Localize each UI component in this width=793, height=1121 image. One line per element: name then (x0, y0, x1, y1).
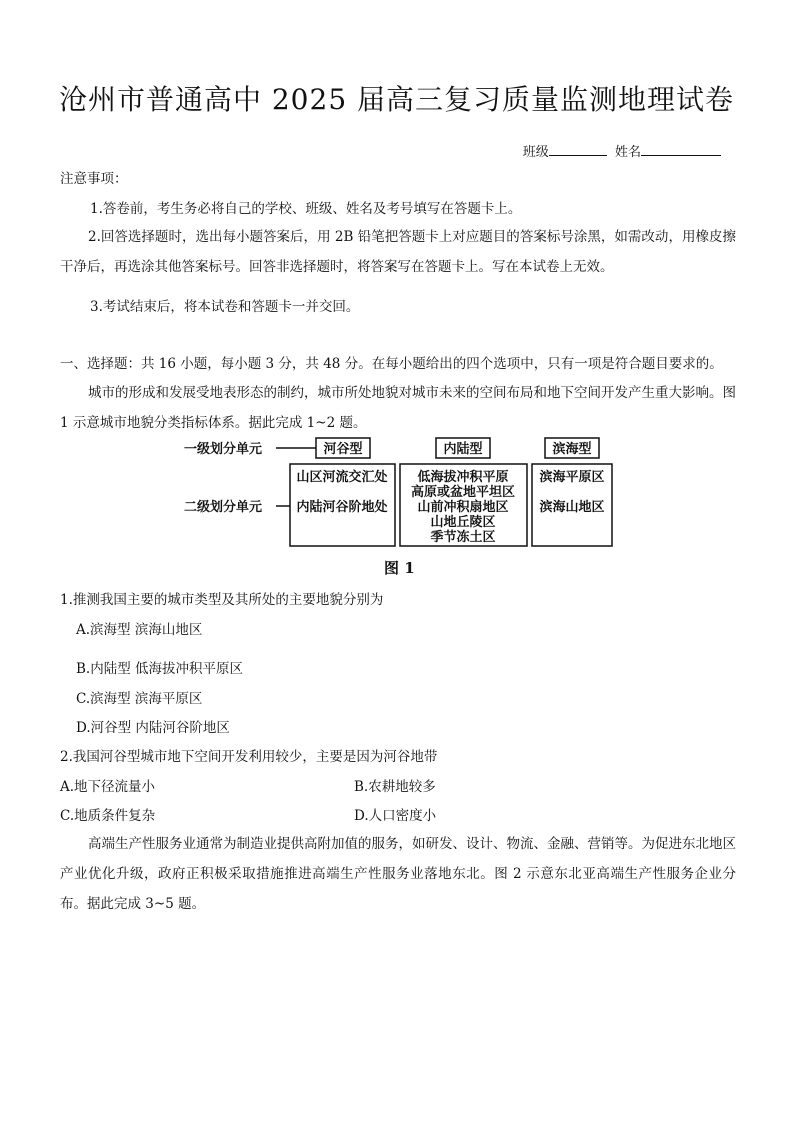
figure-1-diagram (180, 436, 620, 554)
q2-option-d[interactable]: D.人口密度小 (354, 808, 437, 824)
q2-option-a[interactable]: A.地下径流量小 (60, 779, 156, 795)
level1-label: 一级划分单元 (184, 442, 263, 457)
subtype-inland-1: 低海拔冲积平原 (417, 470, 509, 485)
type-valley: 河谷型 (323, 442, 363, 457)
notice-item-3: 3.考试结束后，将本试卷和答题卡一并交回。 (90, 299, 360, 315)
subtype-inland-3: 山前冲积扇地区 (417, 500, 509, 515)
class-name-line (523, 141, 721, 160)
class-label: 班级 (522, 145, 549, 160)
type-inland: 内陆型 (443, 442, 483, 457)
subtype-valley-2: 内陆河谷阶地处 (296, 500, 388, 515)
q2-option-c[interactable]: C.地质条件复杂 (60, 808, 156, 824)
q2-option-b[interactable]: B.农耕地较多 (354, 779, 436, 795)
notice-item-2: 2.回答选择题时，选出每小题答案后，用 2B 铅笔把答题卡上对应题目的答案标号涂黑，如需改动，用橡皮擦干净后，再选涂其他答案标号。回答非选择题时，将答案写在答题卡上。写在本试卷上无效。 (60, 229, 736, 275)
class-blank[interactable] (549, 143, 607, 156)
type-coastal: 滨海型 (552, 442, 592, 457)
q2-stem: 2.我国河谷型城市地下空间开发利用较少，主要是因为河谷地带 (60, 749, 438, 765)
name-label: 姓名 (614, 145, 641, 160)
name-blank[interactable] (641, 143, 721, 156)
passage-2: 高端生产性服务业通常为制造业提供高附加值的服务，如研发、设计、物流、金融、营销等。为促进东北地区产业优化升级，政府正积极采取措施推进高端生产性服务业落地东北。图 2 示意东北亚高端生产性服务企业分布。据此完成 3~5 题。 (60, 836, 736, 912)
section1-heading: 一、选择题：共 16 小题，每小题 3 分，共 48 分。在每小题给出的四个选项中，只有一项是符合题目要求的。 (60, 356, 723, 372)
q1-option-c[interactable]: C.滨海型 滨海平原区 (76, 691, 203, 707)
q1-option-b[interactable]: B.内陆型 低海拔冲积平原区 (76, 661, 244, 677)
q1-stem: 1.推测我国主要的城市类型及其所处的主要地貌分别为 (60, 592, 384, 608)
level2-label: 二级划分单元 (184, 500, 263, 515)
subtype-inland-2: 高原或盆地平坦区 (410, 485, 516, 500)
subtype-coastal-1: 滨海平原区 (539, 470, 605, 485)
figure-1-caption: 图 1 (384, 559, 415, 577)
q1-option-a[interactable]: A.滨海型 滨海山地区 (76, 622, 203, 638)
page-title: 沧州市普通高中 2025 届高三复习质量监测地理试卷 (58, 83, 735, 116)
subtype-inland-5: 季节冻土区 (430, 530, 496, 545)
subtype-valley-1: 山区河流交汇处 (296, 470, 388, 485)
notice-item-1: 1.答卷前，考生务必将自己的学校、班级、姓名及考号填写在答题卡上。 (90, 201, 522, 217)
section1-intro: 城市的形成和发展受地表形态的制约，城市所处地貌对城市未来的空间布局和地下空间开发产生重大影响。图 1 示意城市地貌分类指标体系。据此完成 1~2 题。 (60, 385, 736, 431)
subtype-inland-4: 山地丘陵区 (430, 515, 496, 530)
notice-heading: 注意事项： (60, 171, 128, 187)
subtype-coastal-2: 滨海山地区 (539, 500, 605, 515)
q1-option-d[interactable]: D.河谷型 内陆河谷阶地区 (76, 720, 230, 736)
